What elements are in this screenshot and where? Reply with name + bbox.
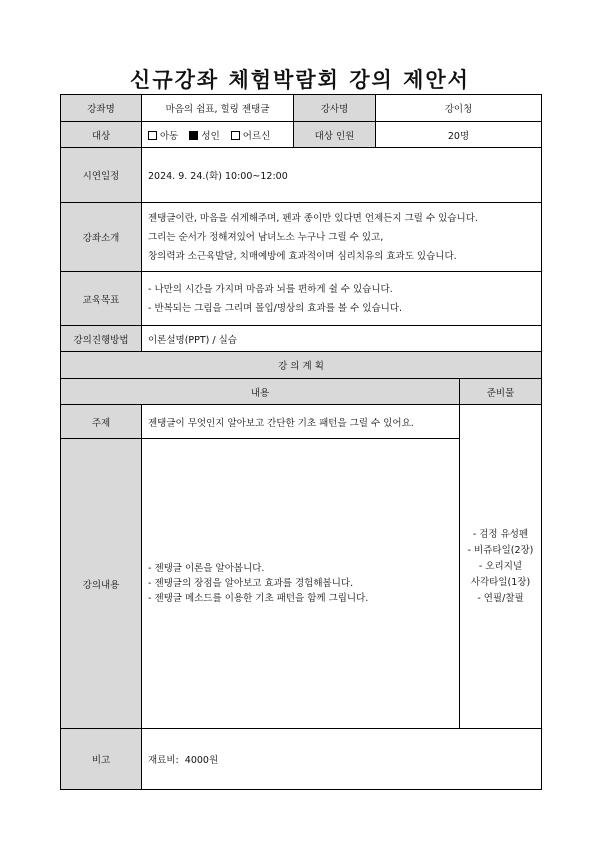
target-option-label: 성인	[201, 130, 220, 142]
intro-line: 젠탱글이란, 마음을 쉬게해주며, 펜과 종이만 있다면 언제든지 그릴 수 있습니다.	[148, 212, 478, 224]
material-item: 사각타일(1장)	[470, 576, 531, 588]
course-name-value: 마음의 쉼표, 힐링 젠탱글	[142, 95, 294, 122]
topic-label: 주제	[61, 405, 142, 439]
checkbox-icon	[231, 131, 240, 140]
material-item: - 연필/찰필	[477, 592, 524, 604]
checkbox-checked-icon	[189, 131, 198, 140]
schedule-label: 시연일정	[61, 148, 142, 203]
intro-label: 강좌소개	[61, 203, 142, 272]
checkbox-icon	[148, 131, 157, 140]
plan-content-header: 내용	[61, 379, 460, 405]
goals-label: 교육목표	[61, 272, 142, 326]
remarks-label: 비고	[61, 729, 142, 790]
schedule-value: 2024. 9. 24.(화) 10:00~12:00	[142, 148, 542, 203]
materials-cell	[460, 405, 542, 729]
topic-value: 젠탱글이 무엇인지 알아보고 간단한 기초 패턴을 그릴 수 있어요.	[142, 405, 460, 439]
intro-line: 창의력과 소근육발달, 치매예방에 효과적이며 심리치유의 효과도 있습니다.	[148, 250, 457, 262]
content-text	[142, 439, 460, 729]
content-line: - 젠탱글 이론을 알아봅니다.	[148, 563, 265, 574]
plan-materials-header: 준비물	[460, 379, 542, 405]
capacity-label: 대상 인원	[294, 122, 376, 148]
target-option-senior	[231, 131, 271, 142]
intro-line: 그리는 순서가 정해져있어 남녀노소 누구나 그릴 수 있고,	[148, 231, 384, 243]
course-name-label: 강좌명	[61, 95, 142, 122]
instructor-label: 강사명	[294, 95, 376, 122]
intro-text	[142, 203, 542, 272]
goal-line: - 나만의 시간을 가지며 마음과 뇌를 편하게 쉴 수 있습니다.	[148, 283, 393, 295]
target-option-label: 아동	[160, 130, 179, 142]
material-item: - 검정 유성펜	[472, 528, 529, 540]
content-line: - 젠탱글 메소드를 이용한 기초 패턴을 함께 그립니다.	[148, 593, 369, 604]
plan-header: 강 의 계 획	[61, 352, 542, 379]
page-title: 신규강좌 체험박람회 강의 제안서	[130, 68, 470, 92]
proposal-form	[60, 94, 542, 790]
target-options	[142, 122, 294, 148]
target-option-label: 어르신	[242, 130, 271, 142]
goals-text	[142, 272, 542, 326]
target-option-child	[148, 131, 178, 142]
method-value: 이론설명(PPT) / 실습	[142, 326, 542, 352]
content-line: - 젠탱글의 장점을 알아보고 효과를 경험해봅니다.	[148, 578, 354, 589]
material-item: - 비쥬타일(2장)	[467, 544, 534, 556]
content-label: 강의내용	[61, 439, 142, 729]
method-label: 강의진행방법	[61, 326, 142, 352]
target-option-adult	[189, 131, 219, 142]
instructor-value: 강이청	[376, 95, 542, 122]
capacity-value: 20명	[376, 122, 542, 148]
remarks-value: 재료비: 4000원	[142, 729, 542, 790]
goal-line: - 반복되는 그림을 그리며 몰입/명상의 효과를 볼 수 있습니다.	[148, 302, 403, 314]
target-label: 대상	[61, 122, 142, 148]
material-item: - 오리지널	[478, 560, 523, 572]
